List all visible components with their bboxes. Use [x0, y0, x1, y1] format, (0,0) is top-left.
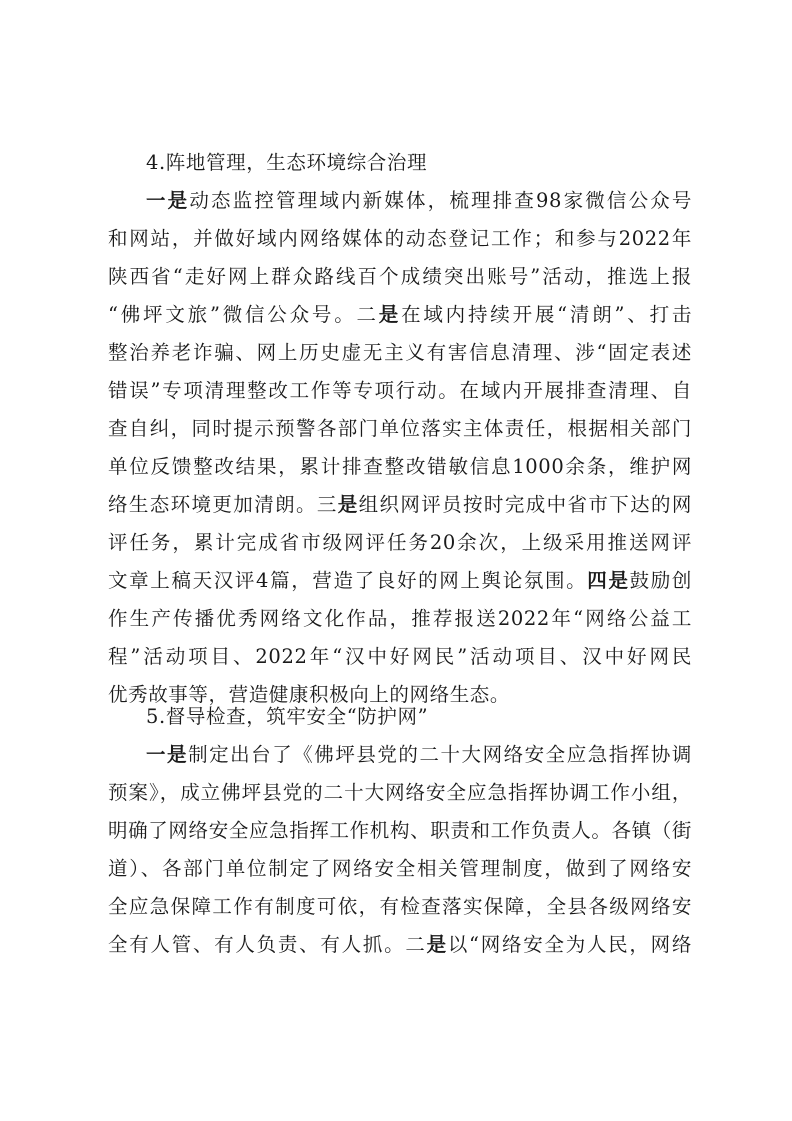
text-run: 查自纠，同时提示预警各部门单位落实主体责任，根据相关部门 [108, 417, 692, 440]
paragraph-line [108, 600, 692, 638]
text-run: 优秀故事等，营造健康积极向上的网络生态。 [108, 683, 511, 706]
text-run: “佛坪文旅”微信公众号。二 [108, 303, 379, 326]
text-run: 全有人管、有人负责、有人抓。二 [108, 933, 427, 956]
text-run: 整治养老诈骗、网上历史虚无主义有害信息清理、涉“固定表述 [108, 341, 692, 364]
paragraph-line [108, 888, 692, 926]
paragraph-line [146, 736, 692, 774]
paragraph-line [146, 182, 692, 220]
text-run: 作生产传播优秀网络文化作品，推荐报送2022年“网络公益工 [108, 607, 692, 630]
section-4-heading: 4.阵地管理，生态环境综合治理 [146, 151, 428, 174]
text-run: 程”活动项目、2022年“汉中好网民”活动项目、汉中好网民 [108, 645, 692, 668]
text-run: 陕西省“走好网上群众路线百个成绩突出账号”活动，推选上报 [108, 265, 692, 288]
text-run: 道）、各部门单位制定了网络安全相关管理制度，做到了网络安 [108, 857, 692, 880]
paragraph-line [108, 296, 692, 334]
paragraph-line [108, 410, 692, 448]
paragraph-line [108, 220, 692, 258]
bold-keyword: 四是 [587, 569, 630, 592]
paragraph-line [108, 812, 692, 850]
paragraph-line [108, 850, 692, 888]
text-run: 络生态环境更加清朗。三 [108, 493, 338, 516]
text-run: 单位反馈整改结果，累计排查整改错敏信息1000余条，维护网 [108, 455, 692, 478]
paragraph-line [108, 926, 692, 964]
text-run: 文章上稿天汉评4篇，营造了良好的网上舆论氛围。 [108, 569, 588, 592]
paragraph-line [108, 448, 692, 486]
text-run: 全应急保障工作有制度可依，有检查落实保障，全县各级网络安 [108, 895, 692, 918]
bold-keyword: 一是 [146, 189, 190, 212]
paragraph-line [108, 774, 692, 812]
text-run: 错误”专项清理整改工作等专项行动。在域内开展排查清理、自 [108, 379, 692, 402]
paragraph-line [108, 486, 692, 524]
text-run: 组织网评员按时完成中省市下达的网 [358, 493, 692, 516]
paragraph-line [108, 562, 692, 600]
paragraph-line [108, 638, 692, 676]
text-run: 明确了网络安全应急指挥工作机构、职责和工作负责人。各镇（街 [108, 819, 692, 842]
bold-keyword: 是 [337, 493, 359, 516]
text-run: 预案》，成立佛坪县党的二十大网络安全应急指挥协调工作小组， [108, 781, 692, 804]
section-5-heading: 5.督导检查，筑牢安全“防护网” [146, 705, 429, 728]
text-run: 制定出台了《佛坪县党的二十大网络安全应急指挥协调 [188, 743, 692, 766]
bold-keyword: 是 [378, 303, 402, 326]
text-run: 评任务，累计完成省市级网评任务20余次，上级采用推送网评 [108, 531, 692, 554]
paragraph-line [108, 334, 692, 372]
text-run: 动态监控管理域内新媒体，梳理排查98家微信公众号 [189, 189, 693, 212]
text-run: 以“网络安全为人民，网络 [447, 933, 692, 956]
bold-keyword: 是 [426, 933, 448, 956]
text-run: 在域内持续开展“清朗”、打击 [401, 303, 692, 326]
text-run: 和网站，并做好域内网络媒体的动态登记工作；和参与2022年 [108, 227, 692, 250]
paragraph-line [108, 372, 692, 410]
paragraph-line [108, 258, 692, 296]
paragraph-line [108, 524, 692, 562]
bold-keyword: 一是 [146, 743, 189, 766]
text-run: 鼓励创 [629, 569, 692, 592]
